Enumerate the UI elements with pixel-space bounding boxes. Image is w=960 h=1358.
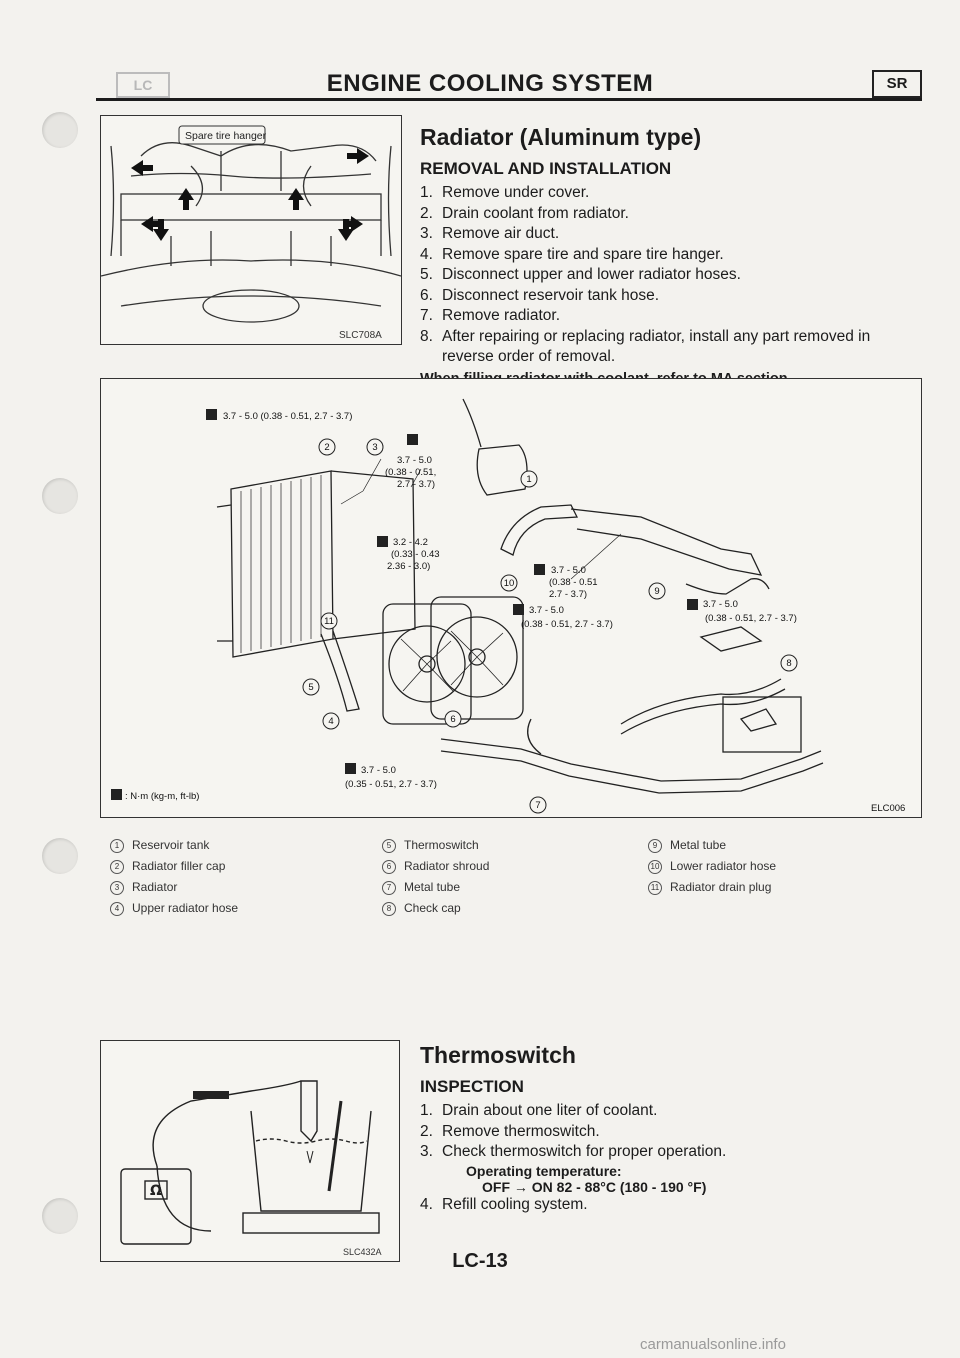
page-header-title: ENGINE COOLING SYSTEM <box>326 70 654 97</box>
svg-text:2.36 - 3.0): 2.36 - 3.0) <box>387 561 431 572</box>
torque-unit-label: : N·m (kg-m, ft-lb) <box>125 791 200 802</box>
figure-code: SLC432A <box>343 1247 382 1257</box>
section-title: Radiator (Aluminum type) <box>420 124 702 150</box>
section-subtitle: REMOVAL AND INSTALLATION <box>420 159 672 178</box>
legend-item: 1 Reservoir tank <box>110 835 330 856</box>
svg-text:10: 10 <box>503 578 515 589</box>
radiator-section <box>420 124 920 387</box>
legend-item: 10 Lower radiator hose <box>648 856 898 877</box>
svg-text:4: 4 <box>328 716 334 727</box>
thermoswitch-section <box>420 1042 920 1215</box>
header-rule <box>96 98 922 101</box>
svg-text:2.7 - 3.7): 2.7 - 3.7) <box>549 589 588 600</box>
svg-text:(0.38 - 0.51, 2.7 - 3.7): (0.38 - 0.51, 2.7 - 3.7) <box>705 613 797 624</box>
svg-text:1: 1 <box>526 474 532 485</box>
legend-item: 5 Thermoswitch <box>382 835 602 856</box>
svg-text:(0.33 - 0.43: (0.33 - 0.43 <box>391 549 440 560</box>
step-item: 3. Remove air duct. <box>420 225 560 242</box>
spec-label: Operating temperature: <box>466 1162 622 1179</box>
figure-thermoswitch-test <box>100 1040 400 1262</box>
legend-column-2 <box>382 835 602 919</box>
svg-text:3.2 - 4.2: 3.2 - 4.2 <box>393 537 428 548</box>
step-item: 8. After repairing or replacing radiator, install any part removed in reverse order of removal. <box>420 327 871 365</box>
legend-column-3 <box>648 835 898 898</box>
svg-text:5: 5 <box>308 682 314 693</box>
svg-text:11: 11 <box>324 616 334 627</box>
step-item: 1. Drain about one liter of coolant. <box>420 1102 658 1119</box>
section-title: Thermoswitch <box>420 1042 576 1068</box>
binder-hole <box>42 112 78 148</box>
binder-hole <box>42 838 78 874</box>
step-item: 2. Drain coolant from radiator. <box>420 204 629 222</box>
exploded-view-illustration <box>101 379 921 817</box>
svg-text:3.7 - 5.0: 3.7 - 5.0 <box>551 565 586 576</box>
figure-radiator-location <box>100 115 402 345</box>
inspection-steps <box>420 1101 920 1163</box>
svg-text:7: 7 <box>535 800 541 811</box>
svg-text:3.7 - 5.0: 3.7 - 5.0 <box>703 599 738 610</box>
step-item: 3. Check thermoswitch for proper operation. <box>420 1143 727 1160</box>
spare-tire-hanger-label: Spare tire hanger <box>185 130 267 142</box>
binder-hole <box>42 478 78 514</box>
svg-text:3.7 - 5.0: 3.7 - 5.0 <box>529 605 564 616</box>
legend-item: 7 Metal tube <box>382 877 602 898</box>
legend-item: 6 Radiator shroud <box>382 856 602 877</box>
watermark: carmanualsonline.info <box>640 1336 786 1353</box>
thermoswitch-test-illustration <box>101 1041 399 1261</box>
svg-text:3.7 - 5.0: 3.7 - 5.0 <box>361 765 396 776</box>
section-badge-left: LC <box>116 72 170 98</box>
section-subtitle: INSPECTION <box>420 1077 524 1096</box>
legend-item: 11 Radiator drain plug <box>648 877 898 898</box>
legend-item: 2 Radiator filler cap <box>110 856 330 877</box>
svg-text:9: 9 <box>654 586 660 597</box>
step-item: 5. Disconnect upper and lower radiator hoses. <box>420 266 741 283</box>
figure-code: ELC006 <box>871 803 906 814</box>
svg-text:6: 6 <box>450 714 456 725</box>
legend-column-1 <box>110 835 330 919</box>
svg-text:3.7 - 5.0: 3.7 - 5.0 <box>397 455 432 466</box>
svg-text:(0.38 - 0.51, 2.7 - 3.7): (0.38 - 0.51, 2.7 - 3.7) <box>521 619 613 630</box>
step-item: 7. Remove radiator. <box>420 307 561 324</box>
svg-text:3: 3 <box>372 442 378 453</box>
svg-text:2: 2 <box>324 442 330 453</box>
legend-item: 4 Upper radiator hose <box>110 898 330 919</box>
binder-hole <box>42 1198 78 1234</box>
section-badge-right: SR <box>872 70 922 98</box>
svg-text:(0.35 - 0.51, 2.7 - 3.7): (0.35 - 0.51, 2.7 - 3.7) <box>345 779 437 790</box>
figure-code: SLC708A <box>339 330 382 341</box>
step-item: 4. Remove spare tire and spare tire hanger. <box>420 245 724 263</box>
svg-text:8: 8 <box>786 658 792 669</box>
svg-text:2.7 - 3.7): 2.7 - 3.7) <box>397 479 436 490</box>
svg-text:(0.38 - 0.51,: (0.38 - 0.51, <box>385 467 437 478</box>
legend-item: 9 Metal tube <box>648 835 898 856</box>
ohmmeter-symbol: Ω <box>150 1183 162 1199</box>
spec-value: OFF → ON 82 - 88°C (180 - 190 °F) <box>482 1178 707 1195</box>
step-item: 6. Disconnect reservoir tank hose. <box>420 286 660 304</box>
legend-item: 3 Radiator <box>110 877 330 898</box>
step-item: 2. Remove thermoswitch. <box>420 1122 600 1140</box>
vehicle-front-illustration <box>101 116 401 344</box>
removal-steps <box>420 183 920 368</box>
step-item: 1. Remove under cover. <box>420 184 590 201</box>
page-number: LC-13 <box>452 1250 508 1272</box>
svg-text:(0.38 - 0.51: (0.38 - 0.51 <box>549 577 598 588</box>
step-item: 4. Refill cooling system. <box>420 1195 588 1213</box>
legend-item: 8 Check cap <box>382 898 602 919</box>
svg-text:3.7 - 5.0 (0.38 - 0.51, 2.7 -: 3.7 - 5.0 (0.38 - 0.51, 2.7 - 3.7) <box>223 411 353 422</box>
inspection-step-4 <box>420 1195 920 1216</box>
figure-exploded-view <box>100 378 922 818</box>
